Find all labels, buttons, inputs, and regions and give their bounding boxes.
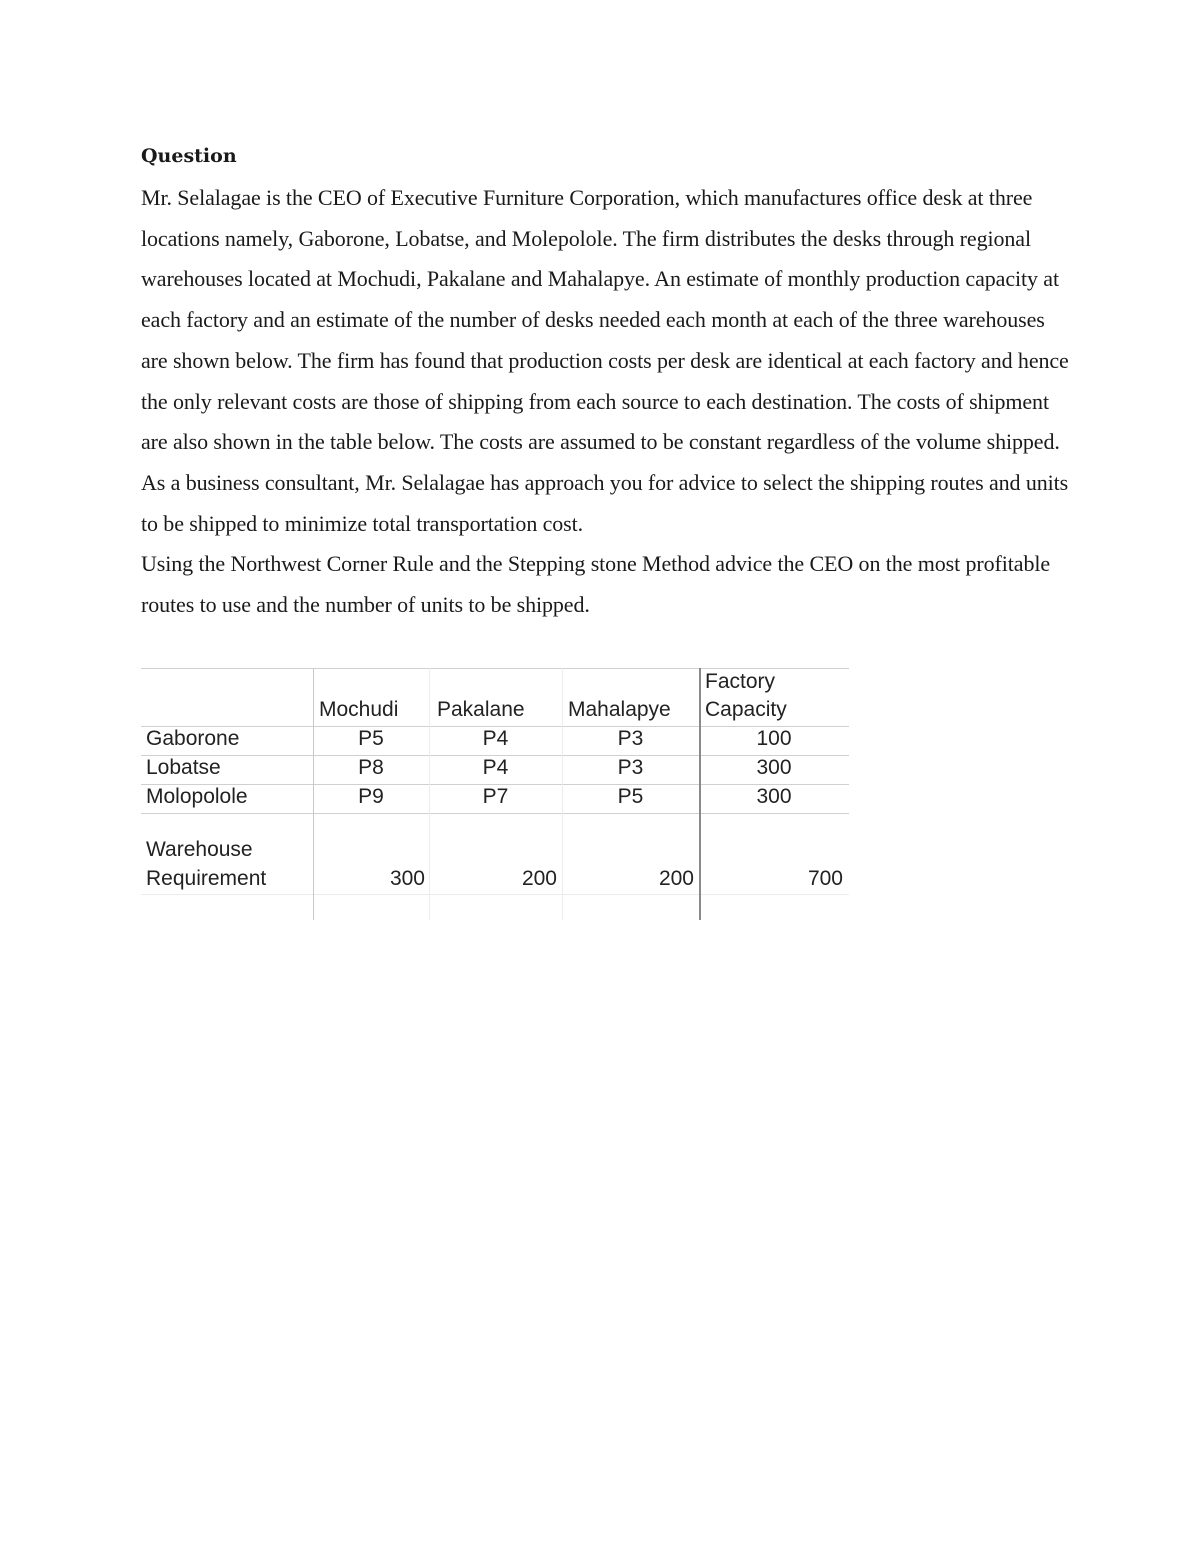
row-lobatse-mochudi: P8 xyxy=(358,756,384,779)
row-lobatse-pakalane: P4 xyxy=(482,756,509,779)
header-capacity-line1: Factory xyxy=(705,670,776,693)
header-mochudi: Mochudi xyxy=(319,698,399,721)
row-molopolole-mahalapye: P5 xyxy=(617,785,644,808)
question-paragraph-2: As a business consultant, Mr. Selalagae has approach you for advice to select the shipping routes and units to be shipped to minimize total transportation cost. xyxy=(141,469,1069,536)
table-rule-requirement xyxy=(141,894,849,895)
requirement-mahalapye: 200 xyxy=(658,867,694,890)
row-gaborone-pakalane: P4 xyxy=(482,727,509,750)
header-pakalane: Pakalane xyxy=(437,698,525,721)
shipping-cost-table xyxy=(141,668,849,920)
row-molopolole-mochudi: P9 xyxy=(358,785,384,808)
requirement-pakalane: 200 xyxy=(521,867,557,890)
requirement-total: 700 xyxy=(807,867,843,890)
row-gaborone-mahalapye: P3 xyxy=(617,727,644,750)
requirement-label-line2: Requirement xyxy=(146,867,267,890)
row-lobatse-capacity: 300 xyxy=(756,756,792,779)
row-molopolole-label: Molopolole xyxy=(146,785,248,808)
row-gaborone-label: Gaborone xyxy=(146,727,240,750)
row-lobatse-mahalapye: P3 xyxy=(617,756,644,779)
row-gaborone-mochudi: P5 xyxy=(358,727,384,750)
row-lobatse-label: Lobatse xyxy=(146,756,221,779)
row-molopolole-pakalane: P7 xyxy=(482,785,509,808)
requirement-label-line1: Warehouse xyxy=(146,838,253,861)
question-paragraph-3: Using the Northwest Corner Rule and the Stepping stone Method advice the CEO on the most profitable routes to use and the number of units to be shipped. xyxy=(141,551,1051,618)
question-heading: Question xyxy=(141,145,237,167)
document-body xyxy=(141,140,1071,626)
table-rule-top xyxy=(141,668,849,669)
row-gaborone-capacity: 100 xyxy=(756,727,792,750)
table-rule-row3 xyxy=(141,813,849,814)
question-paragraph-1: Mr. Selalagae is the CEO of Executive Furniture Corporation, which manufactures office desk at three locations namely, Gaborone, Lobatse, and Molepolole. The firm distributes the desks through regional warehouses located at Mochudi, Pakalane and Mahalapye. An estimate of monthly production capacity at each factory and an estimate of the number of desks needed each month at each of the three warehouses are shown below. The firm has found that production costs per desk are identical at each factory and hence the only relevant costs are those of shipping from each source to each destination. The costs of shipment are also shown in the table below. The costs are assumed to be constant regardless of the volume shipped. xyxy=(141,185,1069,455)
requirement-mochudi: 300 xyxy=(389,867,425,890)
header-capacity-line2: Capacity xyxy=(705,698,787,721)
row-molopolole-capacity: 300 xyxy=(756,785,792,808)
header-mahalapye: Mahalapye xyxy=(568,698,671,721)
